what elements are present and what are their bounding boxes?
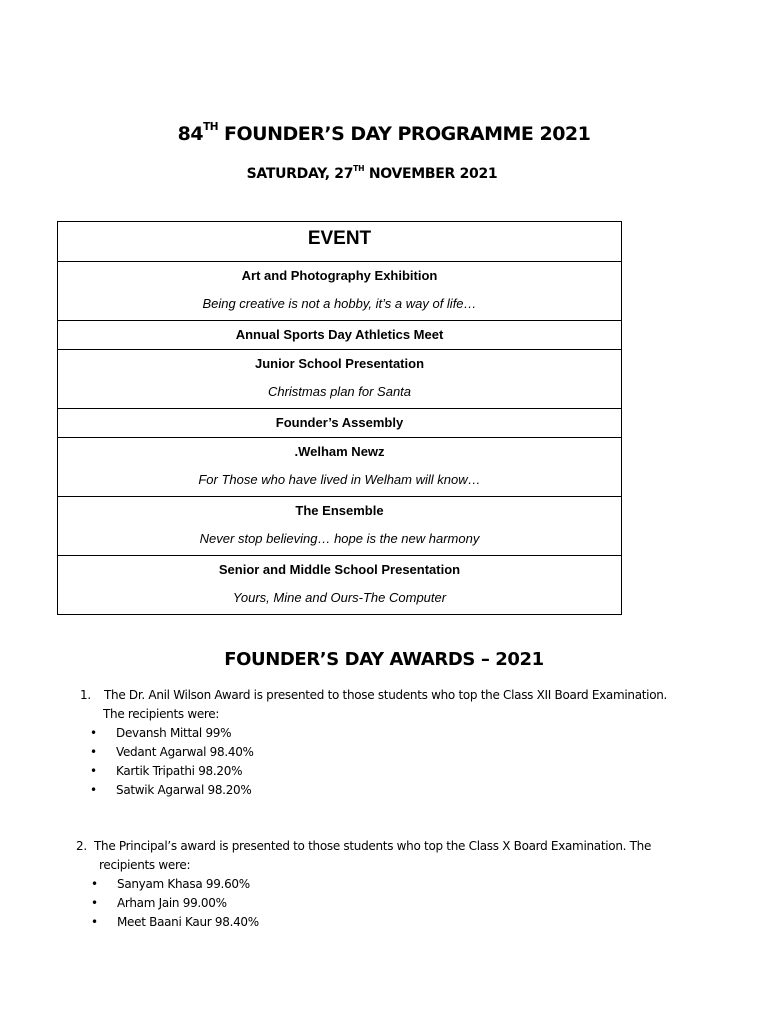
awards-title: FOUNDER’S DAY AWARDS – 2021 (224, 649, 544, 670)
event-title: Art and Photography Exhibition (241, 268, 438, 283)
recipients-list (0, 724, 667, 800)
list-item (91, 894, 651, 913)
event-subtitle: Christmas plan for Santa (267, 384, 412, 399)
date-prefix: SATURDAY, 27 (246, 166, 354, 182)
date-superscript: TH (353, 164, 365, 173)
bullet-icon: • (91, 896, 98, 910)
event-subtitle: Being creative is not a hobby, it’s a way of life… (202, 296, 477, 311)
bullet-icon: • (91, 877, 98, 891)
list-item (90, 743, 667, 762)
date-suffix: NOVEMBER 2021 (364, 166, 498, 182)
award-line-1: The Principal’s award is presented to those students who top the Class X Board Examination. The (94, 839, 652, 853)
events-table (57, 221, 622, 615)
award-description (80, 686, 667, 705)
award-item-2 (76, 837, 651, 932)
recipient-name: Kartik Tripathi 98.20% (116, 764, 243, 778)
event-row (58, 438, 622, 497)
list-item (91, 875, 651, 894)
recipient-name: Satwik Agarwal 98.20% (116, 783, 252, 797)
award-description (76, 837, 651, 856)
award-number: 2. (76, 839, 87, 853)
event-row (58, 556, 622, 615)
title-superscript: TH (203, 121, 218, 133)
bullet-icon: • (90, 726, 97, 740)
event-title: .Welham Newz (294, 444, 385, 459)
list-item (91, 913, 651, 932)
event-row (58, 350, 622, 409)
event-row (58, 262, 622, 321)
event-title: Founder’s Assembly (275, 415, 404, 430)
award-line-2: recipients were: (99, 858, 191, 872)
recipient-name: Arham Jain 99.00% (117, 896, 227, 910)
list-item (90, 724, 667, 743)
bullet-icon: • (90, 745, 97, 759)
programme-date (0, 166, 744, 182)
programme-title (0, 123, 768, 145)
event-title: Senior and Middle School Presentation (218, 562, 461, 577)
award-line-2: The recipients were: (103, 707, 220, 721)
event-title: Annual Sports Day Athletics Meet (235, 327, 444, 342)
event-row (58, 497, 622, 556)
recipients-list (1, 875, 651, 932)
event-subtitle: Yours, Mine and Ours-The Computer (232, 590, 447, 605)
event-subtitle: Never stop believing… hope is the new harmony (199, 531, 480, 546)
bullet-icon: • (90, 783, 97, 797)
award-line-1: The Dr. Anil Wilson Award is presented to those students who top the Class XII Board Examination. (104, 688, 668, 702)
bullet-icon: • (91, 915, 98, 929)
bullet-icon: • (90, 764, 97, 778)
list-item (90, 762, 667, 781)
recipient-name: Sanyam Khasa 99.60% (117, 877, 250, 891)
recipient-name: Vedant Agarwal 98.40% (116, 745, 254, 759)
title-number: 84 (177, 123, 204, 145)
event-title: The Ensemble (295, 503, 384, 518)
event-row (58, 321, 622, 350)
event-subtitle: For Those who have lived in Welham will know… (198, 472, 481, 487)
event-title: Junior School Presentation (254, 356, 425, 371)
event-row (58, 409, 622, 438)
list-item (90, 781, 667, 800)
recipient-name: Devansh Mittal 99% (116, 726, 232, 740)
award-number: 1. (80, 688, 91, 702)
title-text: FOUNDER’S DAY PROGRAMME 2021 (217, 123, 591, 145)
award-item-1 (80, 686, 667, 800)
events-table-header: EVENT (58, 222, 622, 262)
recipient-name: Meet Baani Kaur 98.40% (117, 915, 259, 929)
